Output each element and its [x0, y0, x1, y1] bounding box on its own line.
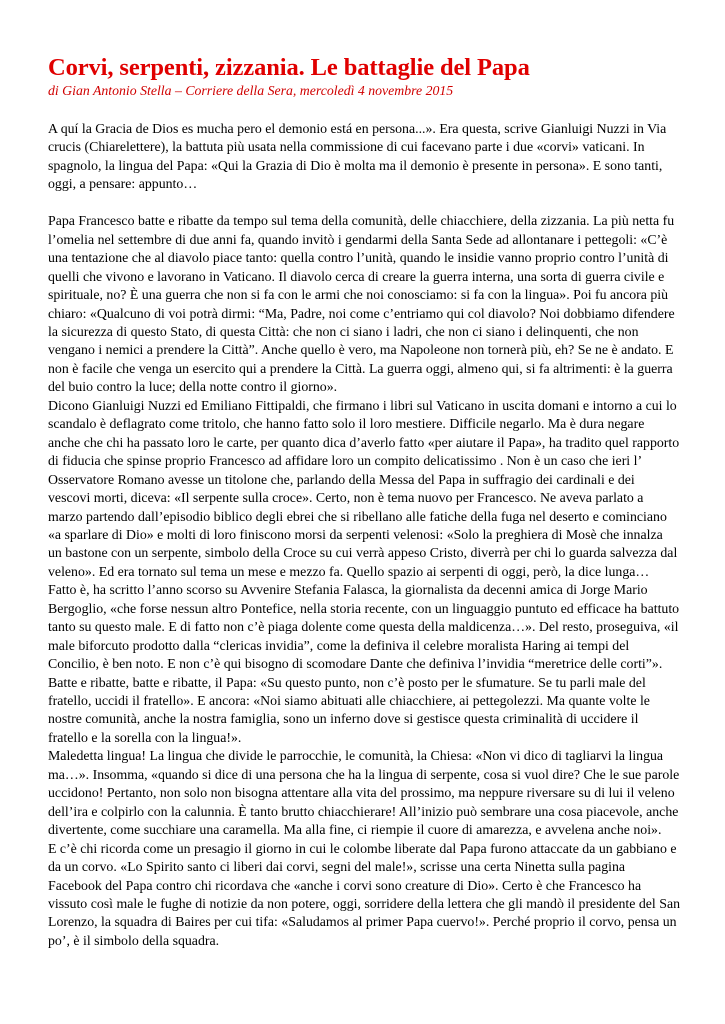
article-title: Corvi, serpenti, zizzania. Le battaglie del Papa	[48, 54, 530, 81]
paragraph-6: Maledetta lingua! La lingua che divide le parrocchie, le comunità, la Chiesa: «Non vi dico di tagliarvi la lingua ma…». Insomma, «quando si dice di una persona che ha la lingua di serpente, cosa si vuol dire? Che le sue parole uccidono! Pertanto, non solo non bisogna attentare alla vita del prossimo, ma neppure riversare su di lui il veleno dell’ira e colpirlo con la calunnia. È tanto brutto chiacchierare! All’inizio può sembrare una cosa piacevole, anche divertente, come succhiare una caramella. Ma alla fine, ci riempie il cuore di amarezza, e avvelena anche noi».	[48, 748, 680, 838]
paragraph-7: E c’è chi ricorda come un presagio il giorno in cui le colombe liberate dal Papa furono attaccate da un gabbiano e da un corvo. «Lo Spirito santo ci liberi dai corvi, segni del male!», scrisse una certa Ninetta sulla pagina Facebook del Papa contro chi ricordava che «anche i corvi sono creature di Dio». Certo è che Francesco ha vissuto così male le fughe di notizie da non potere, oggi, sorridere della lettera che gli mandò il presidente del San Lorenzo, la squadra di Baires per cui tifa: «Saludamos al primer Papa cuervo!». Perché proprio il corvo, pensa un po’, è il simbolo della squadra.	[48, 840, 681, 948]
paragraph-4: Fatto è, ha scritto l’anno scorso su Avvenire Stefania Falasca, la giornalista da decenni amica di Jorge Mario Bergoglio, «che forse nessun altro Pontefice, nella storia recente, con un linguaggio puntuto ed efficace ha battuto tanto su questo male. E di fatto non c’è piaga dolente come questa della maldicenza…». Del resto, proseguiva, «il male biforcuto prodotto dalla “clericas invidia”, come la definiva il celebre moralista Haring ai tempi del Concilio, è ben noto. E non c’è qui bisogno di scomodare Dante che definiva l’invidia “meretrice delle corti”».	[48, 582, 680, 672]
paragraph-2: Papa Francesco batte e ribatte da tempo sul tema della comunità, delle chiacchiere, della zizzania. La più netta fu l’omelia nel settembre di due anni fa, quando invitò i gendarmi della Santa Sede ad allontanare i pettegoli: «C’è una tentazione che al diavolo piace tanto: quella contro l’unità, quando le insidie vanno proprio contro l’unità di quelli che vivono e lavorano in Vaticano. Il diavolo cerca di creare la guerra interna, una sorta di guerra civile e spirituale, no? È una guerra che non si fa con le armi che noi conosciamo: si fa con la lingua». Poi fu ancora più chiaro: «Qualcuno di voi potrà dirmi: “Ma, Padre, noi come c’entriamo qui col diavolo? Noi dobbiamo difendere la sicurezza di questo Stato, di questa Città: che non ci siano i ladri, che non ci siano i delinquenti, che non vengano i nemici a prendere la Città”. Anche quello è vero, ma Napoleone non tornerà più, eh? Se ne è andato. E non è facile che venga un esercito qui a prendere la Città. La guerra oggi, almeno qui, si fa altrimenti: è la guerra del buio contro la luce; della notte contro il giorno».	[48, 213, 675, 395]
article	[48, 54, 680, 950]
article-body	[48, 120, 680, 950]
paragraph-1: A quí la Gracia de Dios es mucha pero el demonio está en persona...». Era questa, scrive Gianluigi Nuzzi in Via crucis (Chiarelettere), la battuta più usata nella commissione di cui facevano parte i due «corvi» vaticani. In spagnolo, la lingua del Papa: «Qui la Grazia di Dio è molta ma il demonio è presente in persona». E sono tanti, oggi, a pensare: appunto…	[48, 121, 667, 192]
paragraph-5: Batte e ribatte, batte e ribatte, il Papa: «Su questo punto, non c’è posto per le sfumature. Se tu parli male del fratello, uccidi il fratello». E ancora: «Noi siamo abituati alle chiacchiere, ai pettegolezzi. Ma quante volte le nostre comunità, anche la nostra famiglia, sono un inferno dove si gestisce questa criminalità di uccidere il fratello e la sorella con la lingua!».	[48, 674, 650, 745]
article-byline: di Gian Antonio Stella – Corriere della Sera, mercoledì 4 novembre 2015	[48, 83, 454, 98]
paragraph-3: Dicono Gianluigi Nuzzi ed Emiliano Fittipaldi, che firmano i libri sul Vaticano in uscita domani e intorno a cui lo scandalo è deflagrato come tritolo, che hanno fatto solo il loro mestiere. Difficile negarlo. Ma è dura negare anche che chi ha passato loro le carte, per quanto dica d’averlo fatto «per aiutare il Papa», ha tradito quel rapporto di fiducia che spinse proprio Francesco ad affidare loro un compito delicatissimo . Non è un caso che ieri l’ Osservatore Romano avesse un titolone che, parlando della Messa del Papa in suffragio dei cardinali e dei vescovi morti, diceva: «Il serpente sulla croce». Certo, non è tema nuovo per Francesco. Ne aveva parlato a marzo partendo dall’episodio biblico degli ebrei che si ribellano alle fatiche della fuga nel deserto e cominciano «a sparlare di Dio» e molti di loro finiscono morsi da serpenti velenosi: «Solo la preghiera di Mosè che innalza un bastone con un serpente, simbolo della Croce su cui verrà appeso Cristo, diverrà per chi lo guarda salvezza dal veleno». Ed era tornato sul tema un mese e mezzo fa. Quello spazio ai serpenti di oggi, però, la dice lunga…	[48, 397, 680, 579]
